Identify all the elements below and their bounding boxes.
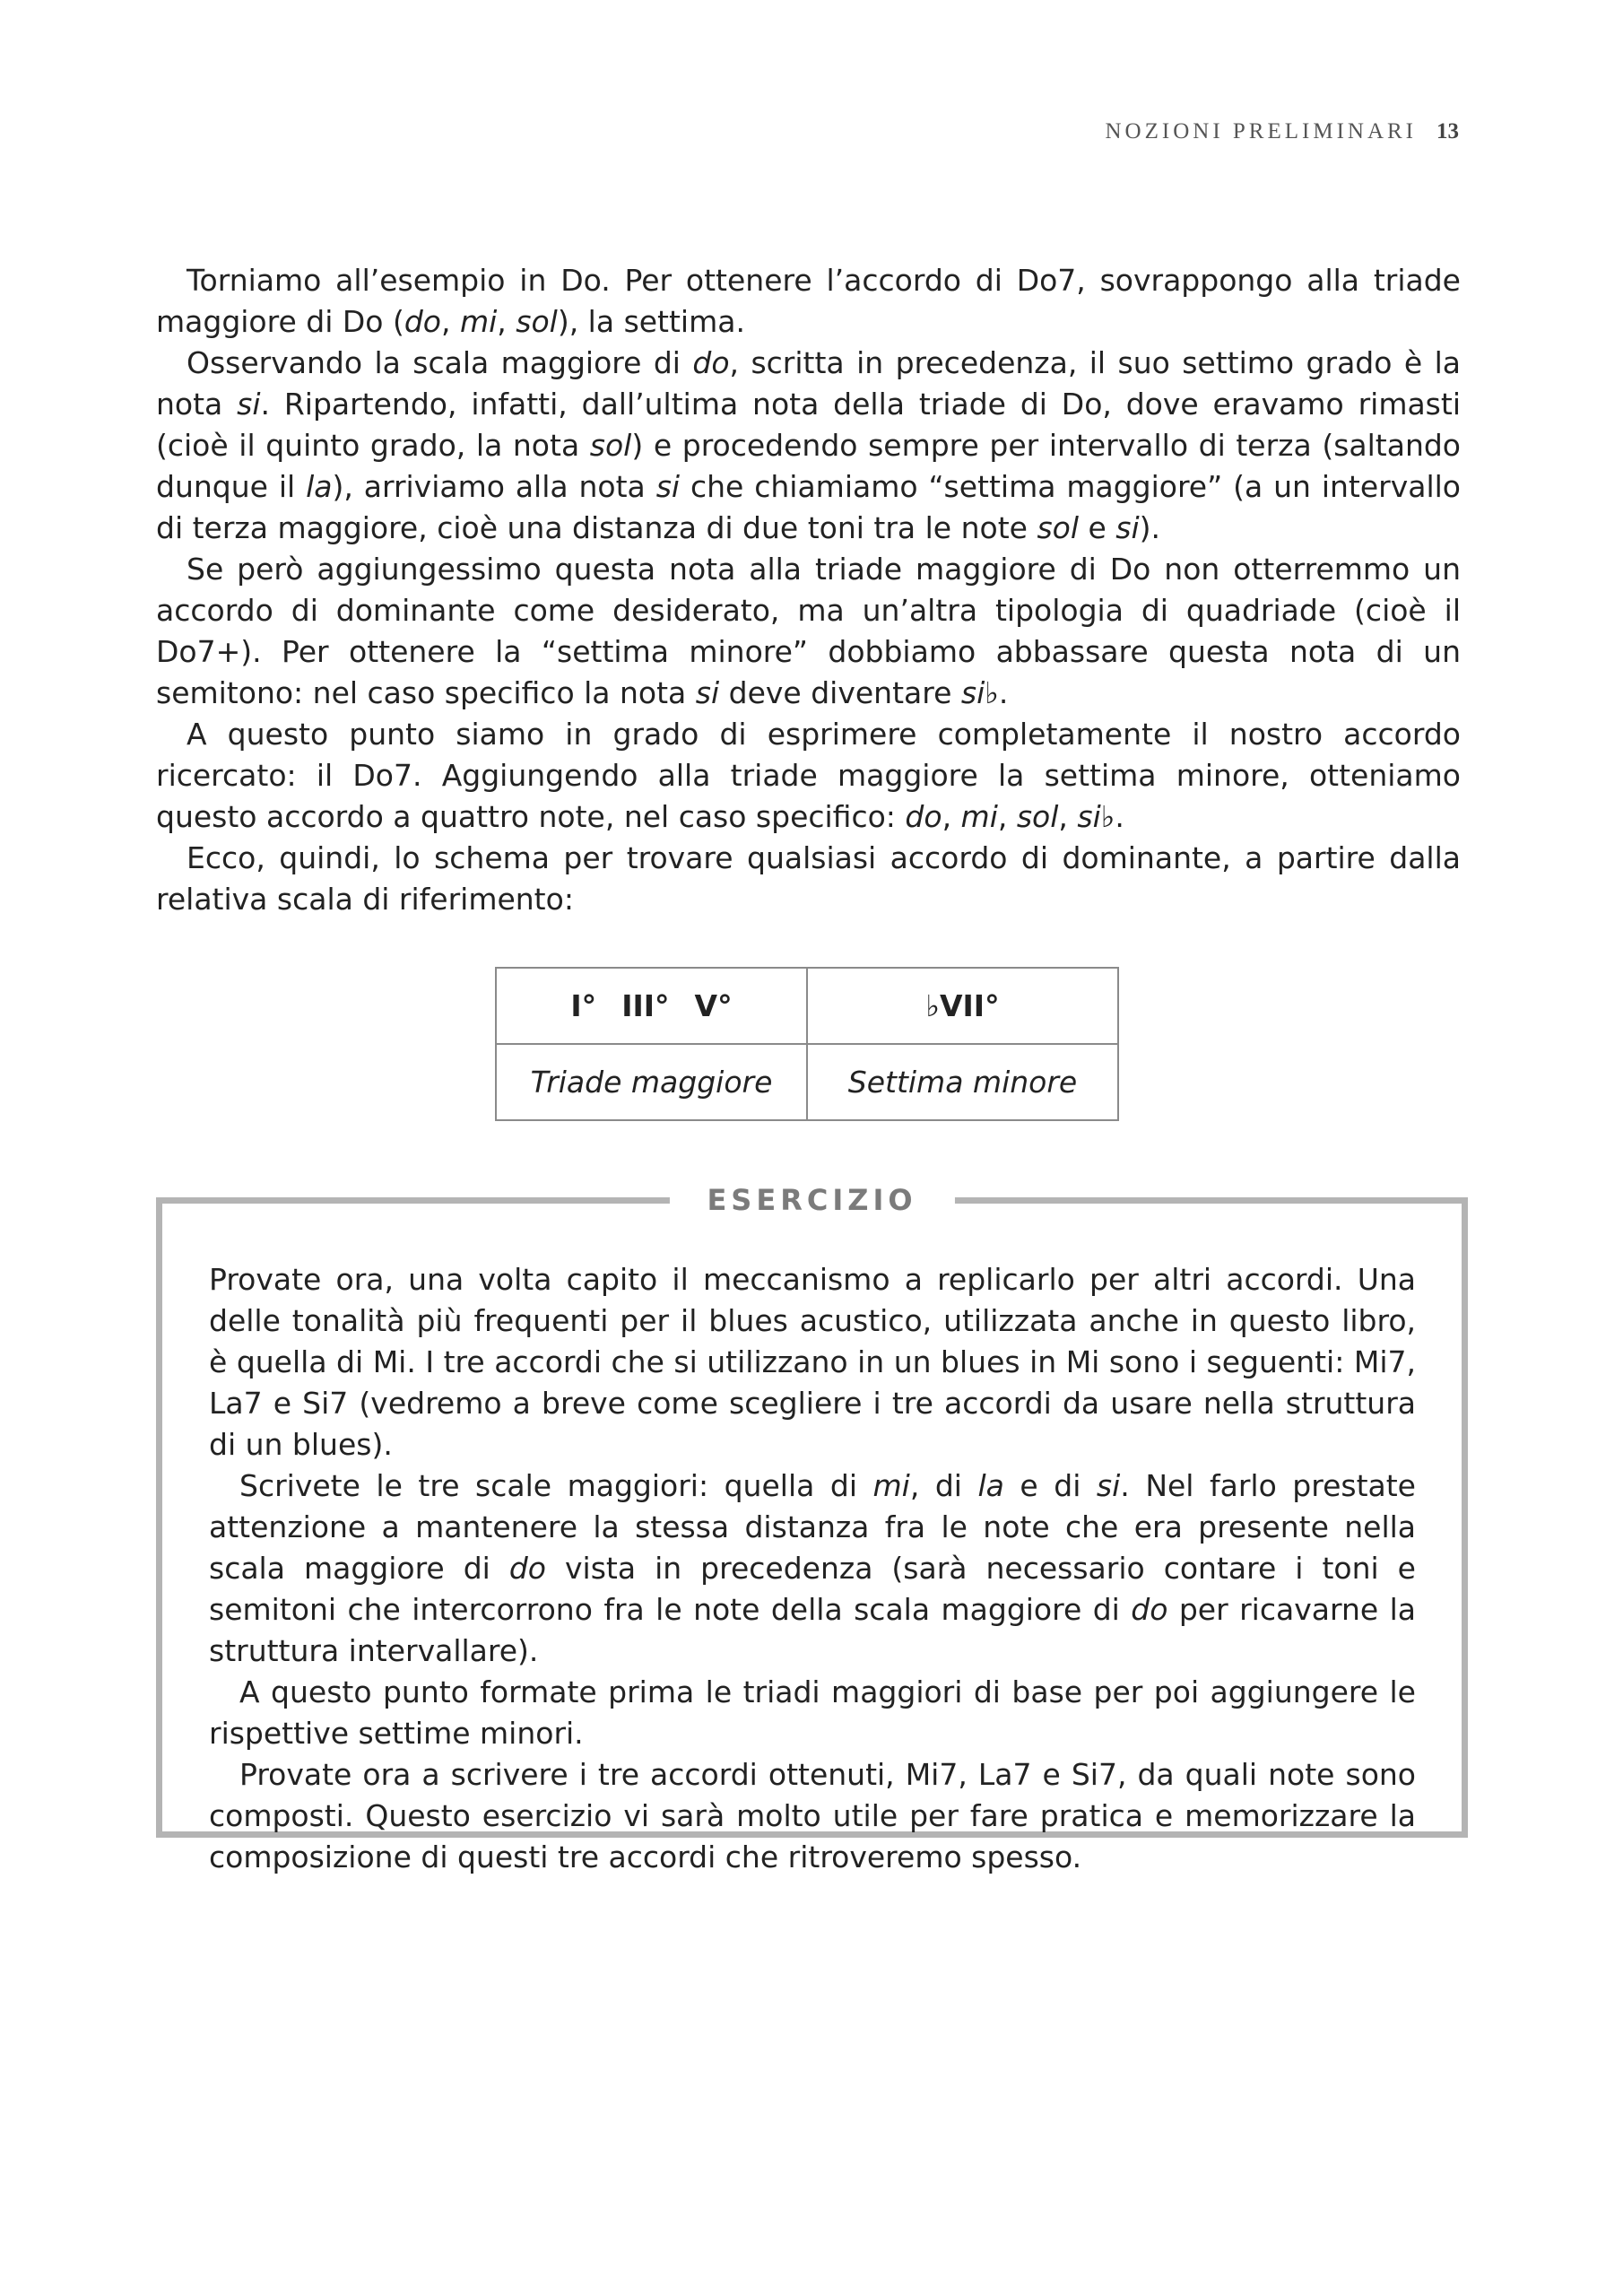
text-run: , (440, 304, 460, 339)
text-run: deve diventare (719, 675, 961, 710)
note-name: do (692, 345, 730, 380)
note-name: si (695, 675, 720, 710)
note-name: si (655, 469, 681, 504)
text-run: A questo punto formate prima le triadi maggiori di base per poi aggiungere le rispettive settime minori. (209, 1674, 1416, 1751)
text-run: , (942, 799, 961, 834)
text-run: , di (909, 1468, 978, 1503)
text-run: , (1058, 799, 1078, 834)
section-title: NOZIONI PRELIMINARI (1105, 119, 1417, 144)
exercise-text (209, 1259, 1416, 1878)
text-run: , scritta in precedenza, il suo settimo grado è la nota (156, 345, 1461, 422)
exercise-paragraph-2 (209, 1465, 1416, 1672)
text-run: A questo punto siamo in grado di esprimere completamente il nostro accordo ricercato: il Do7. Aggiungendo alla triade maggiore la settima minore, otteniamo questo accordo a quattro note, nel caso specifico: (156, 717, 1461, 834)
note-name: do (905, 799, 942, 834)
note-name: la (977, 1468, 1004, 1503)
text-run: Provate ora, una volta capito il meccanismo a replicarlo per altri accordi. Una delle tonalità più frequenti per il blues acustico, utilizzata anche in questo libro, è quella di Mi. I tre accordi che si utilizzano in un blues in Mi sono i seguenti: Mi7, La7 e Si7 (vedremo a breve come scegliere i tre accordi da usare nella struttura di un blues). (209, 1262, 1416, 1462)
note-name: la (306, 469, 333, 504)
text-run: Scrivete le tre scale maggiori: quella di (239, 1468, 873, 1503)
seventh-label-cell: Settima minore (807, 1044, 1118, 1120)
note-name: mi (960, 799, 998, 834)
text-run: Torniamo all’esempio in Do. Per ottenere l’accordo di Do7, sovrappongo alla triade maggiore di Do ( (156, 263, 1461, 339)
text-run: per ricavarne la struttura intervallare). (209, 1592, 1416, 1668)
text-run: Ecco, quindi, lo schema per trovare qualsiasi accordo di dominante, a partire dalla relativa scala di riferimento: (156, 840, 1461, 917)
note-name: sol (1037, 510, 1079, 545)
text-run: . Nel farlo prestate attenzione a mantenere la stessa distanza fra le note che era presente nella scala maggiore di (209, 1468, 1416, 1586)
exercise-title: ESERCIZIO (669, 1184, 954, 1216)
text-run: vista in precedenza (sarà necessario contare i toni e semitoni che intercorrono fra le note della scala maggiore di (209, 1551, 1416, 1627)
paragraph-2 (156, 343, 1461, 549)
table-header-row (496, 968, 1118, 1044)
note-name: si (237, 387, 261, 422)
note-name: si♭ (1077, 799, 1115, 834)
paragraph-1 (156, 260, 1461, 343)
paragraph-5 (156, 838, 1461, 920)
text-run: , (497, 304, 516, 339)
text-run: ) e procedendo sempre per intervallo di terza (saltando dunque il (156, 428, 1461, 504)
exercise-paragraph-4 (209, 1754, 1416, 1878)
note-name: do (508, 1551, 546, 1586)
note-name: sol (589, 428, 632, 463)
text-run: , (997, 799, 1017, 834)
degree-label: ♭VII° (925, 988, 1000, 1023)
triad-degrees-cell (496, 968, 807, 1044)
note-name: mi (459, 304, 498, 339)
seventh-degree-cell (807, 968, 1118, 1044)
text-run: . (998, 675, 1009, 710)
chord-degree-table (495, 967, 1119, 1121)
text-run: . (1115, 799, 1124, 834)
text-run: e di (1003, 1468, 1097, 1503)
text-run: ), arriviamo alla nota (332, 469, 656, 504)
note-name: do (404, 304, 441, 339)
text-run: Osservando la scala maggiore di (187, 345, 693, 380)
text-run: ), la settima. (557, 304, 745, 339)
text-run: Provate ora a scrivere i tre accordi ottenuti, Mi7, La7 e Si7, da quali note sono composti. Questo esercizio vi sarà molto utile per fare pratica e memorizzare la composizione di questi tre accordi che ritroveremo spesso. (209, 1757, 1416, 1874)
text-run: . Ripartendo, infatti, dall’ultima nota della triade di Do, dove eravamo rimasti (cioè il quinto grado, la nota (156, 387, 1461, 463)
triad-label-cell: Triade maggiore (496, 1044, 807, 1120)
degree-label: III° (621, 988, 670, 1023)
exercise-box (156, 1183, 1468, 1874)
exercise-paragraph-3 (209, 1672, 1416, 1754)
paragraph-3 (156, 549, 1461, 714)
note-name: sol (1016, 799, 1059, 834)
text-run: che chiamiamo “settima maggiore” (a un intervallo di terza maggiore, cioè una distanza di due toni tra le note (156, 469, 1462, 545)
text-run: Se però aggiungessimo questa nota alla triade maggiore di Do non otterremmo un accordo di dominante come desiderato, ma un’altra tipologia di quadriade (cioè il Do7+). Per ottenere la “settima minore” dobbiamo abbassare questa nota di un semitono: nel caso specifico la nota (156, 552, 1461, 710)
note-name: si (1096, 1468, 1121, 1503)
table-label-row (496, 1044, 1118, 1120)
degree-label: I° (570, 988, 597, 1023)
note-name: do (1131, 1592, 1168, 1627)
note-name: si (1115, 510, 1140, 545)
note-name: sol (516, 304, 558, 339)
note-name: si♭ (960, 675, 999, 710)
body-text (156, 260, 1461, 920)
running-head (1106, 119, 1460, 144)
text-run: e (1079, 510, 1116, 545)
degree-label: V° (694, 988, 733, 1023)
paragraph-4 (156, 714, 1461, 838)
text-run: ). (1139, 510, 1161, 545)
note-name: mi (872, 1468, 910, 1503)
exercise-paragraph-1 (209, 1259, 1416, 1465)
page-number: 13 (1436, 119, 1459, 144)
